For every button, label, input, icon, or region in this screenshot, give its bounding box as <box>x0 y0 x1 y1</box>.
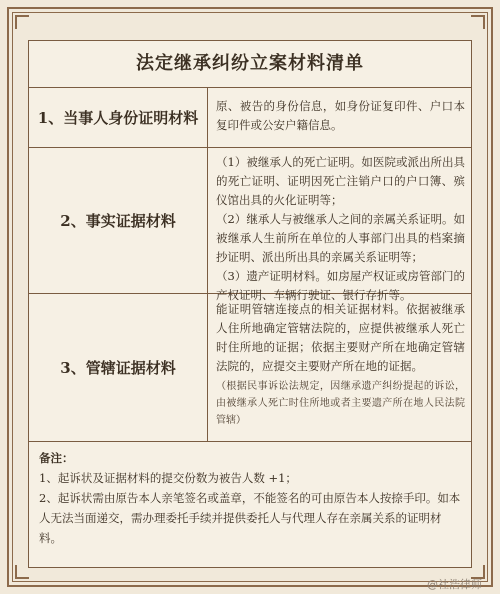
section-label: 3、管辖证据材料 <box>29 294 208 441</box>
section-label: 2、事实证据材料 <box>29 148 208 293</box>
section-text: 原、被告的身份信息，如身份证复印件、户口本复印件或公安户籍信息。 <box>216 99 465 132</box>
remarks-item: 1、起诉状及证据材料的提交份数为被告人数 +1； <box>39 471 297 485</box>
remarks <box>29 442 471 548</box>
section-facts <box>29 148 471 302</box>
section-text: （3）遗产证明材料。如房屋产权证或房管部门的产权证明、车辆行驶证、银行存折等。 <box>216 269 465 302</box>
corner-ornament <box>15 565 29 579</box>
checklist-table <box>28 40 472 568</box>
section-text: 能证明管辖连接点的相关证据材料。依据被继承人住所地确定管辖法院的，应提供被继承人死亡时住所地的证据；依据主要财产所在地确定管辖法院的，应提交主要财产所在地的证据。 <box>216 302 465 373</box>
corner-ornament <box>15 15 29 29</box>
remarks-item: 2、起诉状需由原告本人亲笔签名或盖章，不能签名的可由原告本人按捺手印。如本人无法当面递交，需办理委托手续并提供委托人与代理人存在亲属关系的证明材料。 <box>39 491 461 545</box>
section-identity <box>29 88 471 148</box>
remarks-heading: 备注： <box>39 451 74 465</box>
section-content <box>208 294 471 441</box>
page-title: 法定继承纠纷立案材料清单 <box>29 41 471 88</box>
watermark: @社浩律师 <box>427 578 482 591</box>
section-note: （根据民事诉讼法规定，因继承遗产纠纷提起的诉讼，由被继承人死亡时住所地或者主要遗产所在地人民法院管辖） <box>216 381 465 426</box>
section-label: 1、当事人身份证明材料 <box>29 88 208 147</box>
corner-ornament <box>471 15 485 29</box>
section-text: （2）继承人与被继承人之间的亲属关系证明。如被继承人生前所在单位的人事部门出具的档案摘抄证明、派出所出具的亲属关系证明等； <box>216 212 465 264</box>
section-jurisdiction <box>29 294 471 442</box>
section-content <box>208 148 471 302</box>
section-content <box>208 88 471 147</box>
section-text: （1）被继承人的死亡证明。如医院或派出所出具的死亡证明、证明因死亡注销户口的户口簿、殡仪馆出具的火化证明等； <box>216 155 465 207</box>
